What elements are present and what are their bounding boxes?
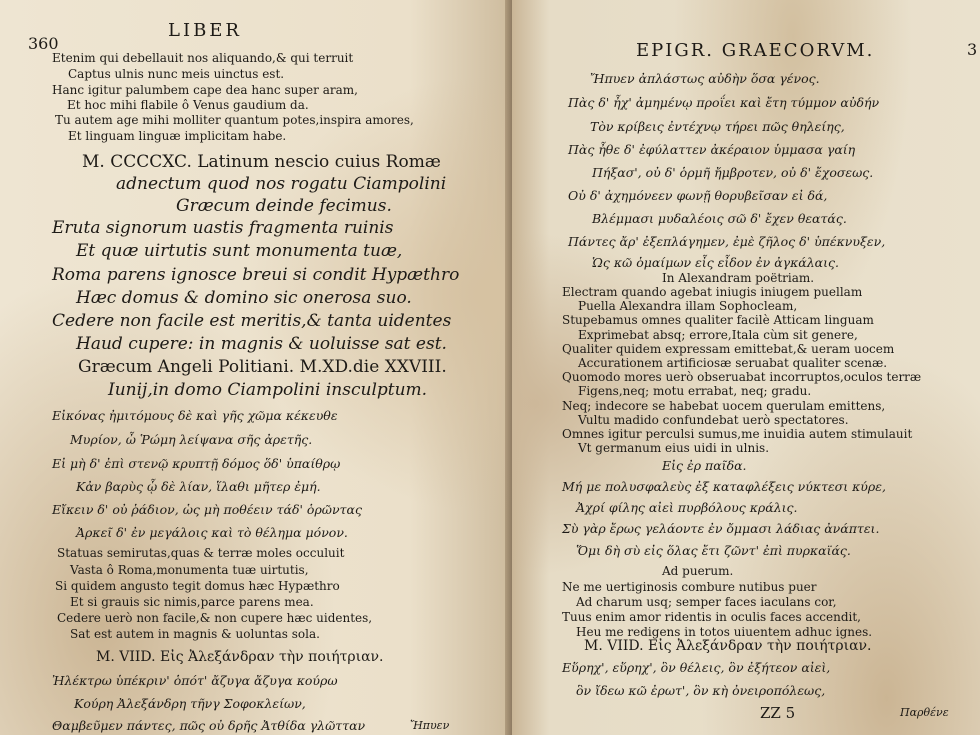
greek-line: Εὕρηχ', εὕρηχ', ὃν θέλεις, ὃν ἐξήτεον αἰεὶ,	[562, 660, 831, 675]
text-line: Græcum deinde fecimus.	[176, 196, 392, 216]
greek-line: Ὡς κῶ ὁμαίμων εἶς εἶδον ἐν ἀγκάλαις.	[592, 255, 839, 270]
text-line: Et linguam linguæ implicitam habe.	[68, 129, 287, 143]
greek-line: Κἀν βαρὺς ᾧ δὲ λίαν, ἵλαθι μῆτερ ἐμή.	[76, 479, 321, 494]
text-line: Haud cupere: in magnis & uoluisse sat est.	[76, 334, 447, 354]
text-line: Ne me uertiginosis combure nutibus puer	[562, 580, 817, 594]
greek-line: Κούρη Ἀλεξάνδρη τῆνγ Σοφοκλείων,	[74, 696, 306, 711]
text-line: Puella Alexandra illam Sophocleam,	[578, 299, 798, 313]
catchword: Παρθένε	[900, 706, 949, 719]
greek-line: Πὰς δ' ἦχ' ἀμημένῳ προΐει καὶ ἔτη τύμμον αὐδήν	[568, 95, 880, 110]
greek-line: ὃν ἴδεω κῶ ἐρωτ', ὃν κὴ ὀνειροπόλεως,	[576, 683, 826, 698]
text-line: M. CCCCXC. Latinum nescio cuius Romæ	[82, 152, 441, 172]
page-number: 360	[28, 34, 59, 53]
greek-line: Εἴκειν δ' οὐ ῥάδιον, ὡς μὴ ποθέειν τάδ' ὁρῶντας	[52, 502, 362, 517]
text-line: Etenim qui debellauit nos aliquando,& qui terruit	[52, 51, 354, 65]
greek-line: Πήξασ', οὐ δ' ὁρμῆ ἤμβροτεν, οὐ δ' ἔχοσεως.	[592, 165, 874, 180]
text-line: Vultu madido confundebat uerò spectatores.	[578, 413, 849, 427]
greek-line: Τὸν κρίβεις ἐντέχνῳ τήρει πῶς θηλείης,	[590, 119, 845, 134]
section-title: Ad puerum.	[662, 564, 734, 578]
catchword: Ἤπυεν	[410, 719, 450, 732]
text-line: Hæc domus & domino sic onerosa suo.	[76, 288, 412, 308]
text-line: Iunij,in domo Ciampolini insculptum.	[108, 380, 428, 400]
text-line: Eruta signorum uastis fragmenta ruinis	[52, 218, 394, 238]
text-line: Hanc igitur palumbem cape dea hanc super aram,	[52, 83, 358, 97]
text-line: Cedere non facile est meritis,& tanta uidentes	[52, 311, 452, 331]
greek-line: Ἀρκεῖ δ' ἐν μεγάλοις καὶ τὸ θέλημα μόνον.	[76, 525, 348, 540]
text-line: Accurationem artificiosæ seruabat qualiter scenæ.	[578, 356, 888, 370]
greek-line: Βλέμμασι μυδαλέοις σῶ δ' ἔχεν θεατάς.	[592, 211, 847, 226]
section-title: Εἰς ἐρ παῖδα.	[662, 458, 747, 473]
text-line: Captus ulnis nunc meis uinctus est.	[68, 67, 285, 81]
text-line: Et quæ uirtutis sunt monumenta tuæ,	[76, 241, 403, 261]
greek-line: Ἀχρί φίλης αἰεὶ πυρβόλους κράλις.	[576, 500, 798, 515]
right-page	[512, 0, 980, 735]
greek-line: Σὺ γὰρ ἔρως γελάοντε ἐν ὄμμασι λάδιας ἀνάπτει.	[562, 521, 880, 536]
greek-line: Ἠλέκτρω ὑπέκριν' ὁπότ' ἄζυγα ἄζυγα κούρω	[52, 673, 338, 688]
text-line: Heu me redigens in totos uiuentem adhuc ignes.	[576, 625, 873, 639]
text-line: Ad charum usq; semper faces iaculans cor,	[576, 595, 837, 609]
running-head: EPIGR. GRAECORVM.	[636, 40, 875, 61]
text-line: Cedere uerò non facile,& non cupere hæc uidentes,	[57, 611, 373, 625]
text-line: Vt germanum eius uidi in ulnis.	[578, 441, 770, 455]
text-line: Et hoc mihi flabile ô Venus gaudium da.	[67, 98, 309, 112]
section-title: In Alexandram poëtriam.	[662, 271, 815, 285]
greek-line: Ὅμι δὴ σὺ εἰς ὅλας ἔτι ζῶντ' ἐπὶ πυρκαϊάς.	[576, 543, 851, 558]
section-heading: M. VIID. Εἰς Ἀλεξάνδραν τὴν ποιήτριαν.	[584, 638, 872, 654]
greek-line: Ἤπυεν ἀπλάστως αὐδὴν ὅσα γένος.	[590, 71, 820, 86]
text-line: Sat est autem in magnis & uoluntas sola.	[70, 627, 320, 641]
greek-line: Πὰς ἦθε δ' ἐφύλαττεν ἀκέραιον ὑμμασα γαίη	[568, 142, 856, 157]
text-line: Omnes igitur perculsi sumus,me inuidia autem stimulauit	[562, 427, 913, 441]
text-line: Græcum Angeli Politiani. M.XD.die XXVIII.	[78, 357, 447, 377]
text-line: adnectum quod nos rogatu Ciampolini	[116, 174, 447, 194]
text-line: Et si grauis sic nimis,parce parens mea.	[70, 595, 314, 609]
greek-line: Μή με πολυσφαλεὺς ἐξ καταφλέξεις νύκτεσι κύρε,	[562, 479, 886, 494]
text-line: Tu autem age mihi molliter quantum potes,inspira amores,	[55, 113, 414, 127]
text-line: Stupebamus omnes qualiter facilè Atticam linguam	[562, 313, 874, 327]
text-line: Statuas semirutas,quas & terræ moles occuluit	[57, 546, 345, 560]
text-line: Exprimebat absq; errore,Itala cùm sit genere,	[578, 328, 858, 342]
text-line: Electram quando agebat iniugis iniugem puellam	[562, 285, 863, 299]
greek-line: Πάντες ἄρ' ἐξεπλάγημεν, ἐμὲ ζῆλος δ' ὑπέκνυξεν,	[568, 234, 886, 249]
running-head: LIBER	[168, 20, 242, 41]
text-line: Neq; indecore se habebat uocem querulam emittens,	[562, 399, 886, 413]
greek-line: Μυρίον, ὦ Ῥώμη λείψανα σῆς ἀρετῆς.	[70, 432, 313, 447]
greek-line: Εἰκόνας ἠμιτόμους δὲ καὶ γῆς χῶμα κέκευθε	[52, 408, 338, 423]
page-number: 3	[967, 40, 978, 59]
text-line: Vasta ô Roma,monumenta tuæ uirtutis,	[70, 563, 309, 577]
text-line: Qualiter quidem expressam emittebat,& ueram uocem	[562, 342, 895, 356]
text-line: Quomodo mores uerò obseruabat incorruptos,oculos terræ	[562, 370, 922, 384]
text-line: Figens,neq; motu errabat, neq; gradu.	[578, 384, 812, 398]
signature-mark: ZZ 5	[760, 704, 796, 722]
section-heading: M. VIID. Εἰς Ἀλεξάνδραν τὴν ποιήτριαν.	[96, 649, 384, 665]
text-line: Si quidem angusto tegit domus hæc Hypæthro	[55, 579, 340, 593]
greek-line: Θαμβεῦμεν πάντες, πῶς οὐ δρῆς Ἀτθίδα γλῶτταν	[52, 718, 366, 733]
greek-line: Εἰ μὴ δ' ἐπὶ στενῷ κρυπτῇ δόμος ὅδ' ὑπαίθρῳ	[52, 456, 341, 471]
text-line: Roma parens ignosce breui si condit Hypæthro	[52, 265, 460, 285]
greek-line: Οὐ δ' ἀχημόνεεν φωνῇ θορυβεῖσαν εἰ δά,	[568, 188, 828, 203]
text-line: Tuus enim amor ridentis in oculis faces accendit,	[562, 610, 861, 624]
